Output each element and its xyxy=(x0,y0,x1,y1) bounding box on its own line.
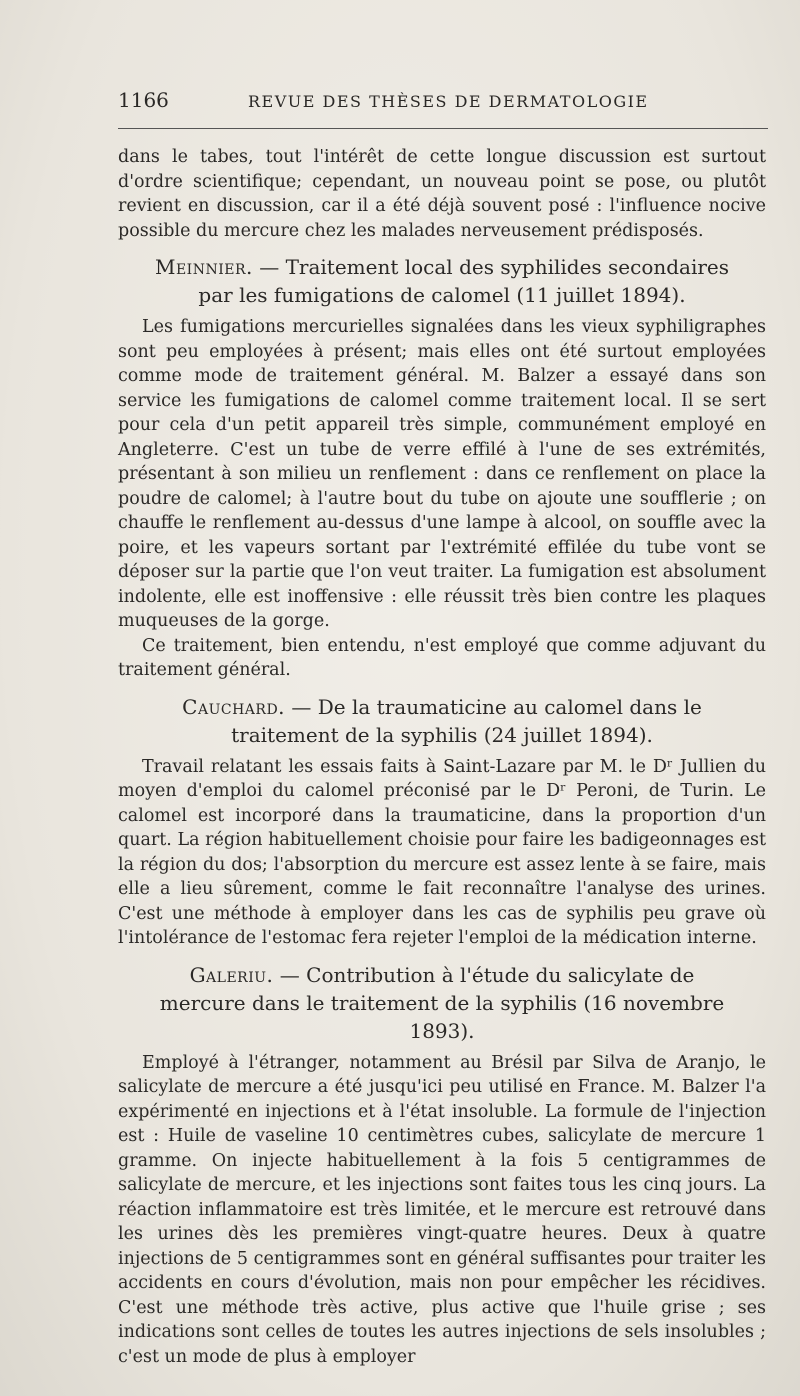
section-dash: — xyxy=(285,694,318,719)
page-header xyxy=(118,88,768,118)
page-number: 1166 xyxy=(118,88,169,112)
section-title: Traitement local des syphilides secondaires par les fumigations de calomel (11 juillet 1894). xyxy=(198,255,730,307)
section-heading-meinnier xyxy=(118,253,766,309)
section-dash: — xyxy=(252,255,286,279)
section-heading-galeriu xyxy=(118,961,766,1045)
header-rule xyxy=(118,128,768,129)
section-author: Meinnier. xyxy=(154,255,253,279)
section-paragraph: Les fumigations mercurielles signalées dans les vieux syphiligraphes sont peu employées à présent; mais elles ont été surtout employées comme mode de traitement général. M. Balzer a essayé dans son service les fumigations de calomel comme traitement local. Il se sert pour cela d'un petit appareil très simple, communément employé en Angleterre. C'est un tube de verre effilé à l'une de ses extrémités, présentant à son milieu un renflement : dans ce renflement on place la poudre de calomel; à l'autre bout du tube on ajoute une soufflerie ; on chauffe le renflement au-dessus d'une lampe à alcool, on souffle avec la poire, et les vapeurs sortant par l'extrémité effilée du tube vont se déposer sur la partie que l'on veut traiter. La fumigation est absolument indolente, elle est inoffensive : elle réussit très bien contre les plaques muqueuses de la gorge. xyxy=(118,317,766,631)
section-title: Contribution à l'étude du salicylate de mercure dans le traitement de la syphilis (16 novembre 1893). xyxy=(159,962,725,1043)
section-paragraph: Employé à l'étranger, notamment au Brésil par Silva de Aranjo, le salicylate de mercure a été jusqu'ici peu utilisé en France. M. Balzer l'a expérimenté en injections et à l'état insoluble. La formule de l'injection est : Huile de vaseline 10 centimètres cubes, salicylate de mercure 1 gramme. On injecte habituellement à la fois 5 centigrammes de salicylate de mercure, et les injections sont faites tous les cinq jours. La réaction inflammatoire est très limitée, et le mercure est retrouvé dans les urines dès les premières vingt-quatre heures. Deux à quatre injections de 5 centigrammes sont en général suffisantes pour traiter les accidents en cours d'évolution, mais non pour empêcher les récidives. C'est une méthode très active, plus active que l'huile grise ; ses indications sont celles de toutes les autres injections de sels insolubles ; c'est un mode de plus à employer xyxy=(118,1052,766,1367)
section-paragraph: Travail relatant les essais faits à Saint-Lazare par M. le Dʳ Jullien du moyen d'emploi du calomel préconisé par le Dʳ Peroni, de Turin. Le calomel est incorporé dans la traumaticine, dans la proportion d'un quart. La région habituellement choisie pour faire les badigeonnages est la région du dos; l'absorption du mercure est assez lente à se faire, mais elle a lieu sûrement, comme le fait reconnaître l'analyse des urines. C'est une méthode à employer dans les cas de syphilis peu grave où l'intolérance de l'estomac fera rejeter l'emploi de la médication interne. xyxy=(118,756,766,948)
intro-paragraph: dans le tabes, tout l'intérêt de cette longue discussion est surtout d'ordre scientifique; cependant, un nouveau point se pose, ou plutôt revient en discussion, car il a été déjà souvent posé : l'influence nocive possible du mercure chez les malades nerveusement prédisposés. xyxy=(118,147,766,241)
section-paragraph: Ce traitement, bien entendu, n'est employé que comme adjuvant du traitement général. xyxy=(118,635,766,680)
running-head: REVUE DES THÈSES DE DERMATOLOGIE xyxy=(248,92,649,111)
section-dash: — xyxy=(273,962,307,987)
section-title: De la traumaticine au calomel dans le traitement de la syphilis (24 juillet 1894). xyxy=(231,694,702,747)
section-heading-cauchard xyxy=(118,693,766,749)
section-author: Cauchard. xyxy=(182,694,286,719)
page-body xyxy=(118,145,766,1369)
section-author: Galeriu. xyxy=(189,962,274,987)
